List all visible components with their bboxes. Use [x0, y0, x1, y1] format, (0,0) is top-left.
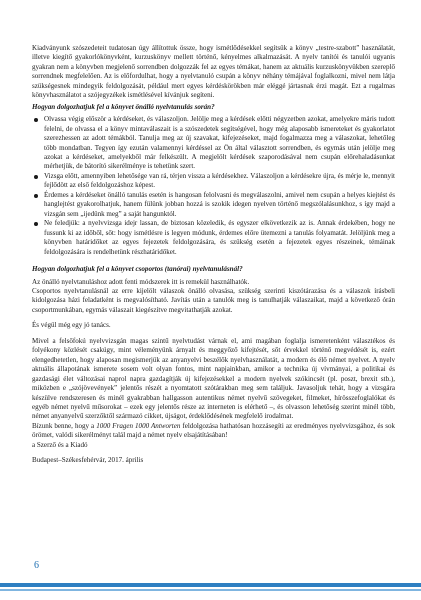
section-heading-self-study: Hogyan dolgozhatjuk fel a könyvet önálló nyelvtanulás során? — [32, 102, 215, 111]
book-title: 1000 Fragen 1000 Antworten — [96, 421, 181, 430]
bullet-item: Érdemes a kérdéseket önálló tanulás esetén is hangosan felolvasni és megválaszolni, amivel nem csupán a helyes kiejtést és hanglejtést gyakorolhatjuk, hanem fülünk jobban hozzá is szokik idegen nyelven történő megszólalásunkhoz, s így majd a vizsgán sem „ijedünk meg” a saját hangunktól. — [32, 191, 395, 219]
bullet-item: Ne feledjük: a nyelvvizsga idejr lassan, de biztosan közeledik, és egyszer elkövetkezik az is. Annak érdekében, hogy ne fussunk ki az időből, sőt: hogy ismétlésre is legyen módunk, érdemes előre ütemezni a tanulás folyamatát. Jelöljünk meg a könyvben határidőket az egyes fejezetek feldolgozására, és szükség esetén a fejezetek egyes részeinek, témáinak feldolgozására is rendelhetünk részhatáridőket. — [32, 219, 395, 257]
closing-wish-paragraph: Bízunk benne, hogy a 1000 Fragen 1000 Antworten feldolgozása hathatósan hozzásegíti az eredményes nyelvvizsgához, és sok örömet, valódi sikerélményt talál majd a német nyelv elsajátításában! — [32, 421, 396, 440]
group-study-paragraph-1: Az önálló nyelvtanuláshoz adott fenti módszerek itt is remekül használhatók. — [32, 277, 250, 286]
text-column — [32, 44, 395, 466]
intro-paragraph: Kiadványunk szószedeteit tudatosan úgy állítottuk össze, hogy ismétlődésekkel segítsük a könyv „testre-szabott” használatát, illetve kiegítő gyakorlókönyvként, kurzuskönyv mellett történő, kényelmes alkalmazását. A nyelv tanítói és tanulói ugyanis gyakran nem a könyvben megjelenő sorrendben dolgozzák fel az egyes témákat, hanem az aktuális kurzuskönyvükben szereplő sorrendnek megfelelően. Az is előfordulhat, hogy a nyelvtanuló csupán a könyv néhány témájával foglalkozni, mivel nem látja szükségesnek mindegyik feldolgozását, például mert egyes kérdéskörökben már eléggé jártasnak érzi magát. Ezt a rugalmas könyvhasználatot a szójegyzékek ismétlésével kívánjuk segíteni. — [32, 44, 395, 100]
page-number: 6 — [34, 560, 39, 571]
footer-rule — [0, 583, 421, 587]
bullet-item: Olvassa végig először a kérdéseket, és válaszoljon. Jelölje meg a kérdések előtti négyzetben azokat, amelyekre máris tudott felelni, de olvassa el a könyv mintaválaszait is a szószedetek segítségével, hogy még alaposabb ismereteket és gyakorlatot szerezhessen az adott témákból. Tanulja meg az új szavakat, kifejezéseket, majd fogalmazza meg a válaszokat, lehetőleg több mondatban. Tegyen így ezután valamennyi kérdéssel az Ön által választott sorrendben, és egymás után jelölje meg azokat a kérdéseket, amelyekből már felkészült. A megjelölt kérdések szaporodásával nem csupán előrehaladásunkat mérhetjük, de bátorító sikerélménye is tehetünk szert. — [32, 115, 395, 172]
place-date-line: Budapest–Székesfehérvár, 2017. április — [32, 456, 144, 465]
bullet-icon — [34, 175, 38, 179]
signature-line: a Szerző és a Kiadó — [32, 440, 88, 449]
final-advice-intro: És végül még egy jó tanács. — [32, 321, 111, 330]
section-heading-group-study: Hogyan dolgozhatjuk fel a könyvet csoportos (tanórai) nyelvtanulásnál? — [32, 265, 243, 274]
bullet-item: Vizsga előtt, amennyiben lehetősége van rá, térjen vissza a kérdésekhez. Válaszoljon a kérdésekre újra, és mérje le, mennyit fejlődött az első feldolgozáshoz képest. — [32, 172, 395, 191]
self-study-bullet-list — [32, 115, 395, 257]
group-study-paragraph-2: Csoportos nyelvtanulásnál az erre kijelölt válaszok önálló olvasása, szükség szerinti kiszótárazása és a válaszok írásbeli kidolgozása házi feladatként is megvalósítható. Javítás után a tanulók meg is tanulhatják válaszaikat, majd a következő órán csoportmunkában, egymás válaszait kiegészítve megvitathatják azokat. — [32, 286, 395, 314]
bullet-icon — [34, 118, 38, 122]
footer-rule-secondary — [0, 589, 421, 591]
bullet-icon — [34, 194, 38, 198]
final-advice-paragraph: Mivel a felsőfokú nyelvvizsgán magas szintű nyelvtudást várnak el, ami magában foglalja ismeretenként választékos és folyékony közlését csakúgy, mint véleményünk árnyalt és meggyőző kifejtését, sőt érvekkel történő megvédését is, ezért elengedhetetlen, hogy alaposan megismerjük az anyanyelvi beszélők nyelvhasználatát, a modern és élő német nyelvet. A nyelv aktuális állapotának ismerete sosem volt olyan fontos, mint napjainkban, amikor a technika új vívmányai, a politikai és gazdasági élet változásai naprol napra gazdagítják új kifejezésekkel a modern nyelvek szókincsét (pl. poszt, brexit stb.), miközben e „szójövevények” jelentős részét a nyomtatott szótárakban meg sem találjuk. Javasoljuk tehát, hogy a vizsgára készülve rendszeresen és minél gyakrabban hallgasson autentikus német nyelvű szövegeket, filmeket, hírösszefoglalókat és egyéb német nyelvű műsorokat – ezek egy jelentős része az interneten is elérhető –, és olvasson lehetőség szerint minél több, német anyanyelvű szerzőktől származó cikket, újságot, érdeklődésének megfelelő irodalmat. — [32, 336, 395, 421]
bullet-icon — [34, 222, 38, 226]
